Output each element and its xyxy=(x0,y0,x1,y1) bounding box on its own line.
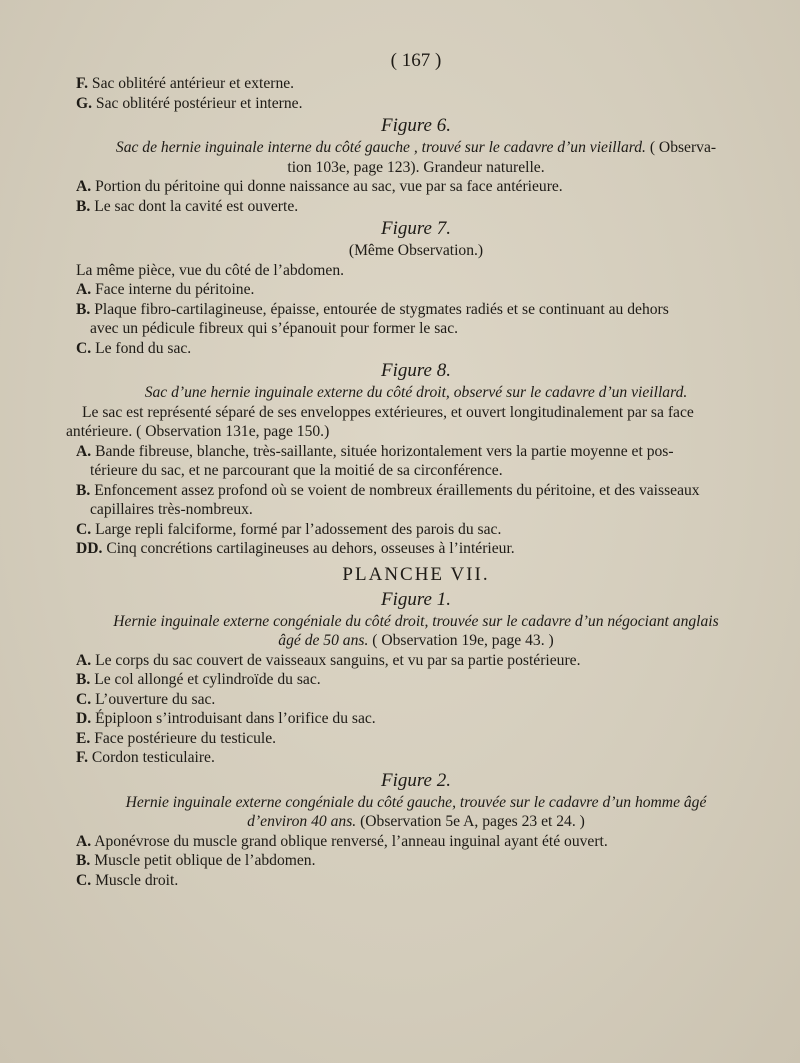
figure-heading: Figure 7. xyxy=(380,218,451,239)
legend-letter: D. xyxy=(76,710,92,727)
figure-heading: Figure 8. xyxy=(380,360,451,381)
legend-intro: La même pièce, vue du côté de l’abdomen. xyxy=(76,261,345,279)
legend-letter: A. xyxy=(76,442,92,460)
legend-letter: B. xyxy=(76,852,91,869)
legend-letter: B. xyxy=(76,300,91,318)
legend-item: D. Épiploon s’introduisant dans l’orifice du sac. xyxy=(76,710,376,727)
figure-caption xyxy=(66,812,766,832)
figure-caption xyxy=(66,631,766,651)
figure-heading: Figure 1. xyxy=(380,588,451,610)
legend-item: C. Le fond du sac. xyxy=(76,339,192,357)
legend-letter: C. xyxy=(76,520,92,538)
plate-heading: PLANCHE VII. xyxy=(342,563,490,585)
legend-item: F. Sac oblitéré antérieur et externe. xyxy=(76,75,295,92)
figure-caption: tion 103e, page 123). Grandeur naturelle. xyxy=(287,158,545,176)
legend-item-continuation: térieure du sac, et ne parcourant que la moitié de sa circonférence. xyxy=(90,462,503,479)
caption-reference: ( Observation 19e, page 43. ) xyxy=(368,632,554,649)
legend-letter: C. xyxy=(76,871,92,889)
legend-item: C. L’ouverture du sac. xyxy=(76,690,216,708)
legend-letter: F. xyxy=(76,75,88,92)
figure-caption: Hernie inguinale externe congéniale du côté droit, trouvée sur le cadavre d’un négociant anglais xyxy=(113,612,719,630)
caption-italic: Sac de hernie inguinale interne du côté gauche , trouvé sur le cadavre d’un vieillard. xyxy=(115,139,646,156)
legend-item: C. Muscle droit. xyxy=(76,871,179,889)
figure-subheading: (Même Observation.) xyxy=(348,242,484,259)
legend-letter: A. xyxy=(76,281,92,298)
legend-item: G. Sac oblitéré postérieur et interne. xyxy=(76,94,303,112)
legend-item: DD. Cinq concrétions cartilagineuses au dehors, osseuses à l’intérieur. xyxy=(76,540,515,557)
legend-item: A. Le corps du sac couvert de vaisseaux sanguins, et vu par sa partie postérieure. xyxy=(76,651,581,669)
legend-item: B. Muscle petit oblique de l’abdomen. xyxy=(76,852,316,869)
caption-reference: ( Observa- xyxy=(645,139,717,156)
legend-letter: A. xyxy=(76,832,92,850)
legend-letter: A. xyxy=(76,178,92,195)
legend-item: C. Large repli falciforme, formé par l’adossement des parois du sac. xyxy=(76,520,502,538)
legend-intro: Le sac est représenté séparé de ses enveloppes extérieures, et ouvert longitudinalement par sa face xyxy=(82,403,694,421)
legend-item: A. Portion du péritoine qui donne naissance au sac, vue par sa face antérieure. xyxy=(76,178,563,195)
legend-letter: F. xyxy=(76,749,88,766)
legend-letter: C. xyxy=(76,690,92,708)
legend-letter: G. xyxy=(76,94,93,112)
page-number: ( 167 ) xyxy=(390,50,442,71)
figure-caption xyxy=(66,138,766,158)
legend-letter: A. xyxy=(76,651,92,669)
legend-item: B. Le sac dont la cavité est ouverte. xyxy=(76,197,299,215)
legend-letter: B. xyxy=(76,481,91,499)
legend-item: B. Enfoncement assez profond où se voient de nombreux éraillements du péritoine, et des vaisseaux xyxy=(76,481,700,499)
legend-letter: B. xyxy=(76,671,91,688)
page-text xyxy=(66,48,766,890)
legend-item: A. Face interne du péritoine. xyxy=(76,281,255,298)
legend-letter: DD. xyxy=(76,540,103,557)
legend-intro: antérieure. ( Observation 131e, page 150.) xyxy=(66,423,330,440)
figure-caption: Sac d’une hernie inguinale externe du côté droit, observé sur le cadavre d’un vieillard. xyxy=(144,384,688,401)
legend-item: B. Le col allongé et cylindroïde du sac. xyxy=(76,671,321,688)
figure-heading: Figure 6. xyxy=(380,115,451,136)
legend-letter: C. xyxy=(76,339,92,357)
caption-italic: âgé de 50 ans. xyxy=(278,632,369,649)
figure-heading: Figure 2. xyxy=(380,769,451,791)
caption-italic: d’environ 40 ans. xyxy=(247,813,357,830)
legend-item: A. Bande fibreuse, blanche, très-saillante, située horizontalement vers la partie moyenne et pos- xyxy=(76,442,674,460)
legend-item: E. Face postérieure du testicule. xyxy=(76,729,277,747)
legend-item: A. Aponévrose du muscle grand oblique renversé, l’anneau inguinal ayant été ouvert. xyxy=(76,832,608,850)
legend-item-continuation: avec un pédicule fibreux qui s’épanouit pour former le sac. xyxy=(90,320,459,337)
caption-reference: (Observation 5e A, pages 23 et 24. ) xyxy=(356,813,585,830)
legend-letter: B. xyxy=(76,197,91,215)
legend-item: F. Cordon testiculaire. xyxy=(76,749,215,766)
legend-item: B. Plaque fibro-cartilagineuse, épaisse, entourée de stygmates radiés et se continuant au dehors xyxy=(76,300,669,318)
figure-caption: Hernie inguinale externe congéniale du côté gauche, trouvée sur le cadavre d’un homme âgé xyxy=(125,793,707,811)
legend-item-continuation: capillaires très-nombreux. xyxy=(90,501,253,518)
legend-letter: E. xyxy=(76,729,91,747)
